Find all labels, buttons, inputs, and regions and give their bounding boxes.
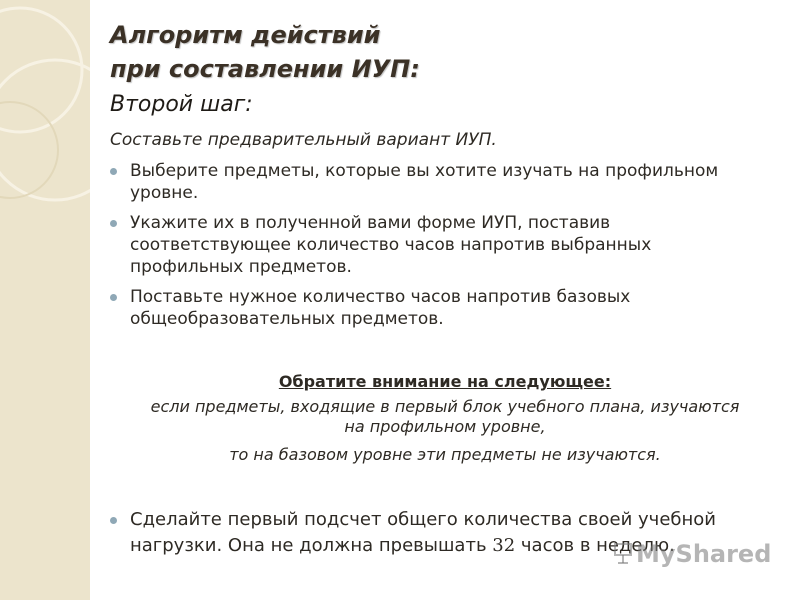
final-bullet-text: нагрузки. Она не должна превышать [130, 535, 493, 556]
note-line-3: то на базовом уровне эти предметы не изучаются. [229, 445, 661, 464]
presentation-icon [614, 543, 632, 565]
bullet-icon [110, 168, 117, 175]
slide-title [110, 18, 420, 86]
slide-content [90, 0, 800, 600]
bullet-icon [110, 294, 117, 301]
lead-text: Составьте предварительный вариант ИУП. [110, 130, 497, 150]
bullet-text: Выберите предметы, которые вы хотите изучать на профильном уровне. [130, 161, 719, 203]
note-line-2: на профильном уровне, [344, 417, 546, 436]
final-bullet-line-1: Сделайте первый подсчет общего количества своей учебной [130, 509, 716, 530]
title-line-1: Алгоритм действий [110, 21, 381, 49]
watermark-text: MyShared [636, 540, 772, 568]
watermark [614, 540, 771, 568]
bullet-list [110, 160, 770, 338]
list-item [110, 286, 770, 330]
final-bullet-tail: часов в неделю. [515, 535, 675, 556]
note-line-1: если предметы, входящие в первый блок учебного плана, изучаются [150, 397, 740, 416]
hours-number: 32 [492, 535, 516, 556]
note-heading: Обратите внимание на следующее: [278, 372, 612, 391]
decorative-side-band [0, 0, 90, 600]
decorative-circles [0, 0, 90, 600]
bullet-icon [110, 220, 117, 227]
list-item [110, 160, 770, 204]
bullet-icon [110, 517, 117, 524]
title-line-2: при составлении ИУП: [110, 55, 420, 83]
bullet-text: Укажите их в полученной вами форме ИУП, поставив соответствующее количество часов напротив выбранных профильных предметов. [130, 213, 652, 277]
list-item [110, 212, 770, 278]
attention-note [90, 372, 800, 465]
step-subtitle: Второй шаг: [110, 92, 253, 117]
bullet-text: Поставьте нужное количество часов напротив базовых общеобразовательных предметов. [130, 287, 631, 329]
